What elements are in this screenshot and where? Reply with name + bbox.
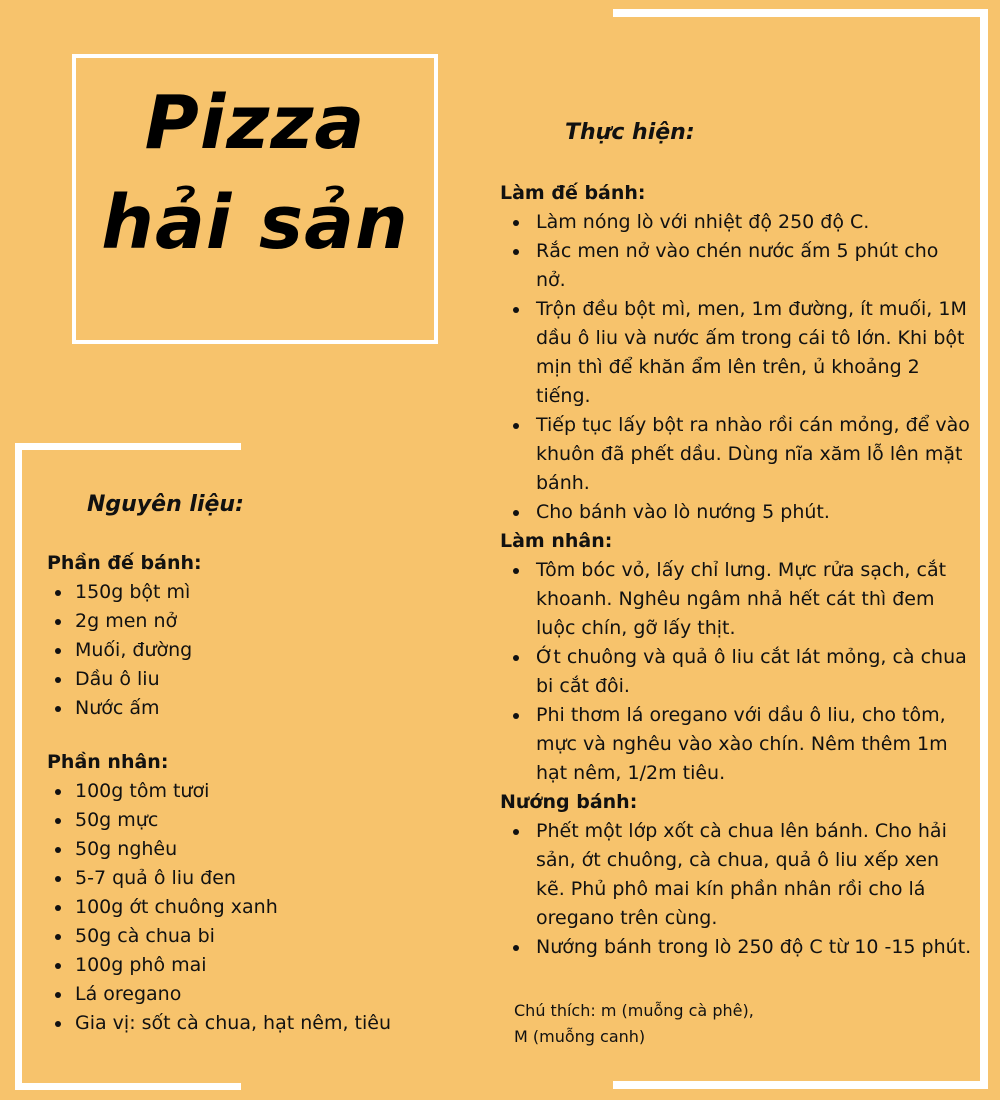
list-item: Cho bánh vào lò nướng 5 phút.	[500, 498, 972, 527]
ingredients-heading: Nguyên liệu:	[87, 492, 244, 517]
list-item: 50g cà chua bi	[47, 922, 467, 951]
list-item: 5-7 quả ô liu đen	[47, 864, 467, 893]
list-item: 100g ớt chuông xanh	[47, 893, 467, 922]
list-item: Phết một lớp xốt cà chua lên bánh. Cho hải sản, ớt chuông, cà chua, quả ô liu xếp xen kẽ. Phủ phô mai kín phần nhân rồi cho lá oregano trên cùng.	[500, 817, 972, 933]
base-ingredients	[47, 578, 467, 723]
right-frame-top	[613, 9, 988, 17]
group-label: Phần nhân:	[47, 751, 169, 773]
filling-ingredients	[47, 777, 467, 1038]
list-item: Tôm bóc vỏ, lấy chỉ lưng. Mực rửa sạch, cắt khoanh. Nghêu ngâm nhả hết cát thì đem luộc chín, gỡ lấy thịt.	[500, 556, 972, 643]
title-line-2: hải sản	[101, 180, 409, 266]
left-frame-top	[15, 443, 241, 450]
filling-steps	[500, 556, 972, 788]
footnote-line-1: Chú thích: m (muỗng cà phê),	[514, 1001, 754, 1020]
list-item: Tiếp tục lấy bột ra nhào rồi cán mỏng, để vào khuôn đã phết dầu. Dùng nĩa xăm lỗ lên mặt bánh.	[500, 411, 972, 498]
list-item: Dầu ô liu	[47, 665, 467, 694]
right-frame-right	[980, 9, 988, 1089]
group-label: Làm nhân:	[500, 530, 613, 552]
list-item: Nướng bánh trong lò 250 độ C từ 10 -15 phút.	[500, 933, 972, 962]
list-item: 100g tôm tươi	[47, 777, 467, 806]
list-item: Muối, đường	[47, 636, 467, 665]
title-line-1: Pizza	[144, 80, 366, 166]
title-box	[72, 54, 438, 344]
list-item: 50g nghêu	[47, 835, 467, 864]
steps-list	[500, 179, 972, 962]
list-item: 2g men nở	[47, 607, 467, 636]
list-item: Làm nóng lò với nhiệt độ 250 độ C.	[500, 208, 972, 237]
list-item: Gia vị: sốt cà chua, hạt nêm, tiêu	[47, 1009, 467, 1038]
list-item: Trộn đều bột mì, men, 1m đường, ít muối, 1M dầu ô liu và nước ấm trong cái tô lớn. Khi bột mịn thì để khăn ẩm lên trên, ủ khoảng 2 tiếng.	[500, 295, 972, 411]
list-item: Nước ấm	[47, 694, 467, 723]
group-label: Phần đế bánh:	[47, 552, 202, 574]
list-item: 150g bột mì	[47, 578, 467, 607]
group-label: Làm đế bánh:	[500, 182, 646, 204]
list-item: Rắc men nở vào chén nước ấm 5 phút cho nở.	[500, 237, 972, 295]
right-frame-bottom	[613, 1081, 988, 1089]
list-item: 50g mực	[47, 806, 467, 835]
steps-heading: Thực hiện:	[565, 120, 695, 145]
list-item: 100g phô mai	[47, 951, 467, 980]
ingredients-list	[47, 549, 467, 1038]
base-steps	[500, 208, 972, 527]
footnote	[514, 998, 754, 1050]
list-item: Ớt chuông và quả ô liu cắt lát mỏng, cà chua bi cắt đôi.	[500, 643, 972, 701]
baking-steps	[500, 817, 972, 962]
left-frame-bottom	[15, 1083, 241, 1090]
list-item: Lá oregano	[47, 980, 467, 1009]
list-item: Phi thơm lá oregano với dầu ô liu, cho tôm, mực và nghêu vào xào chín. Nêm thêm 1m hạt nêm, 1/2m tiêu.	[500, 701, 972, 788]
footnote-line-2: M (muỗng canh)	[514, 1027, 646, 1046]
group-label: Nướng bánh:	[500, 791, 638, 813]
left-frame-left	[15, 443, 22, 1090]
